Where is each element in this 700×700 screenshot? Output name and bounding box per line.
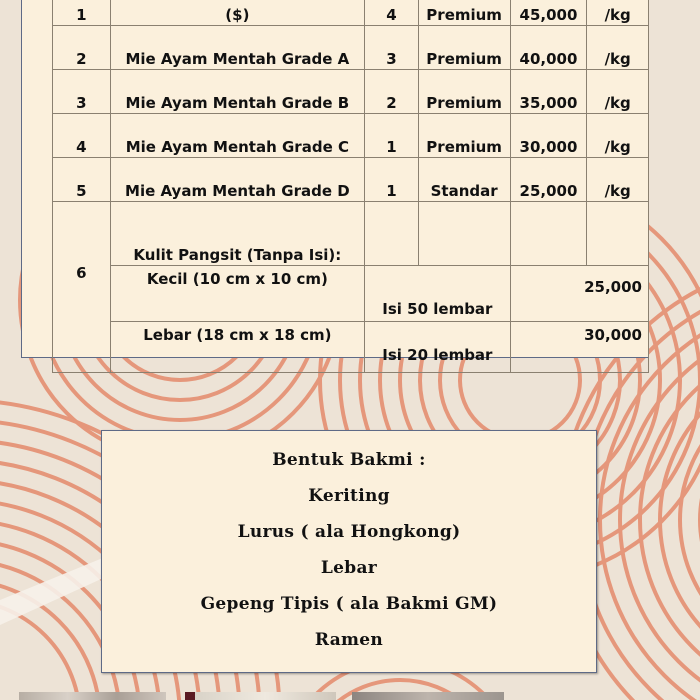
price: 25,000 (510, 158, 587, 202)
variant-price: 30,000 (510, 322, 648, 373)
grade: Premium (418, 114, 510, 158)
quantity: 1 (365, 114, 419, 158)
noodle-shapes-box (101, 430, 597, 673)
unit: /kg (587, 0, 649, 26)
quantity: 4 (365, 0, 419, 26)
grade: Standar (418, 158, 510, 202)
price-table (52, 0, 649, 373)
grade: Premium (418, 0, 510, 26)
noodle-photo-2 (185, 692, 336, 700)
price: 35,000 (510, 70, 587, 114)
grade: Premium (418, 26, 510, 70)
quantity: 1 (365, 158, 419, 202)
product-name: Kulit Pangsit (Tanpa Isi): (110, 202, 365, 266)
table-row-variant (53, 322, 649, 373)
product-name: Mie Ayam Mentah Grade A (110, 26, 365, 70)
unit: /kg (587, 158, 649, 202)
price: 30,000 (510, 114, 587, 158)
unit: /kg (587, 114, 649, 158)
row-number: 6 (53, 202, 111, 373)
noodle-photo-3 (352, 692, 504, 700)
product-name: Mie Ayam Mentah Grade C (110, 114, 365, 158)
product-name: ($) (110, 0, 365, 26)
shape-item: Keriting (308, 486, 390, 506)
variant-content: Isi 20 lembar (365, 322, 510, 373)
variant-size: Lebar (18 cm x 18 cm) (110, 322, 365, 373)
table-row (53, 114, 649, 158)
quantity: 3 (365, 26, 419, 70)
empty-cell (587, 202, 649, 266)
noodle-photo-1 (19, 692, 166, 700)
table-row (53, 70, 649, 114)
variant-content: Isi 50 lembar (365, 266, 510, 322)
shape-item: Lebar (320, 558, 378, 578)
variant-price: 25,000 (510, 266, 648, 322)
row-number: 1 (53, 0, 111, 26)
quantity: 2 (365, 70, 419, 114)
shapes-title: Bentuk Bakmi : (272, 450, 426, 470)
price: 45,000 (510, 0, 587, 26)
shape-item: Gepeng Tipis ( ala Bakmi GM) (200, 594, 498, 614)
empty-cell (365, 202, 419, 266)
row-number: 4 (53, 114, 111, 158)
unit: /kg (587, 26, 649, 70)
unit: /kg (587, 70, 649, 114)
shape-item: Lurus ( ala Hongkong) (237, 522, 461, 542)
table-row-variant (53, 266, 649, 322)
table-row-kulit-pangsit (53, 202, 649, 266)
row-number: 3 (53, 70, 111, 114)
price-list-panel (21, 0, 649, 364)
empty-cell (510, 202, 587, 266)
row-number: 2 (53, 26, 111, 70)
product-name: Mie Ayam Mentah Grade B (110, 70, 365, 114)
grade: Premium (418, 70, 510, 114)
price: 40,000 (510, 26, 587, 70)
product-name: Mie Ayam Mentah Grade D (110, 158, 365, 202)
row-number: 5 (53, 158, 111, 202)
table-row (53, 0, 649, 26)
table-row (53, 26, 649, 70)
variant-size: Kecil (10 cm x 10 cm) (110, 266, 365, 322)
empty-cell (418, 202, 510, 266)
shape-item: Ramen (314, 630, 384, 650)
table-row (53, 158, 649, 202)
